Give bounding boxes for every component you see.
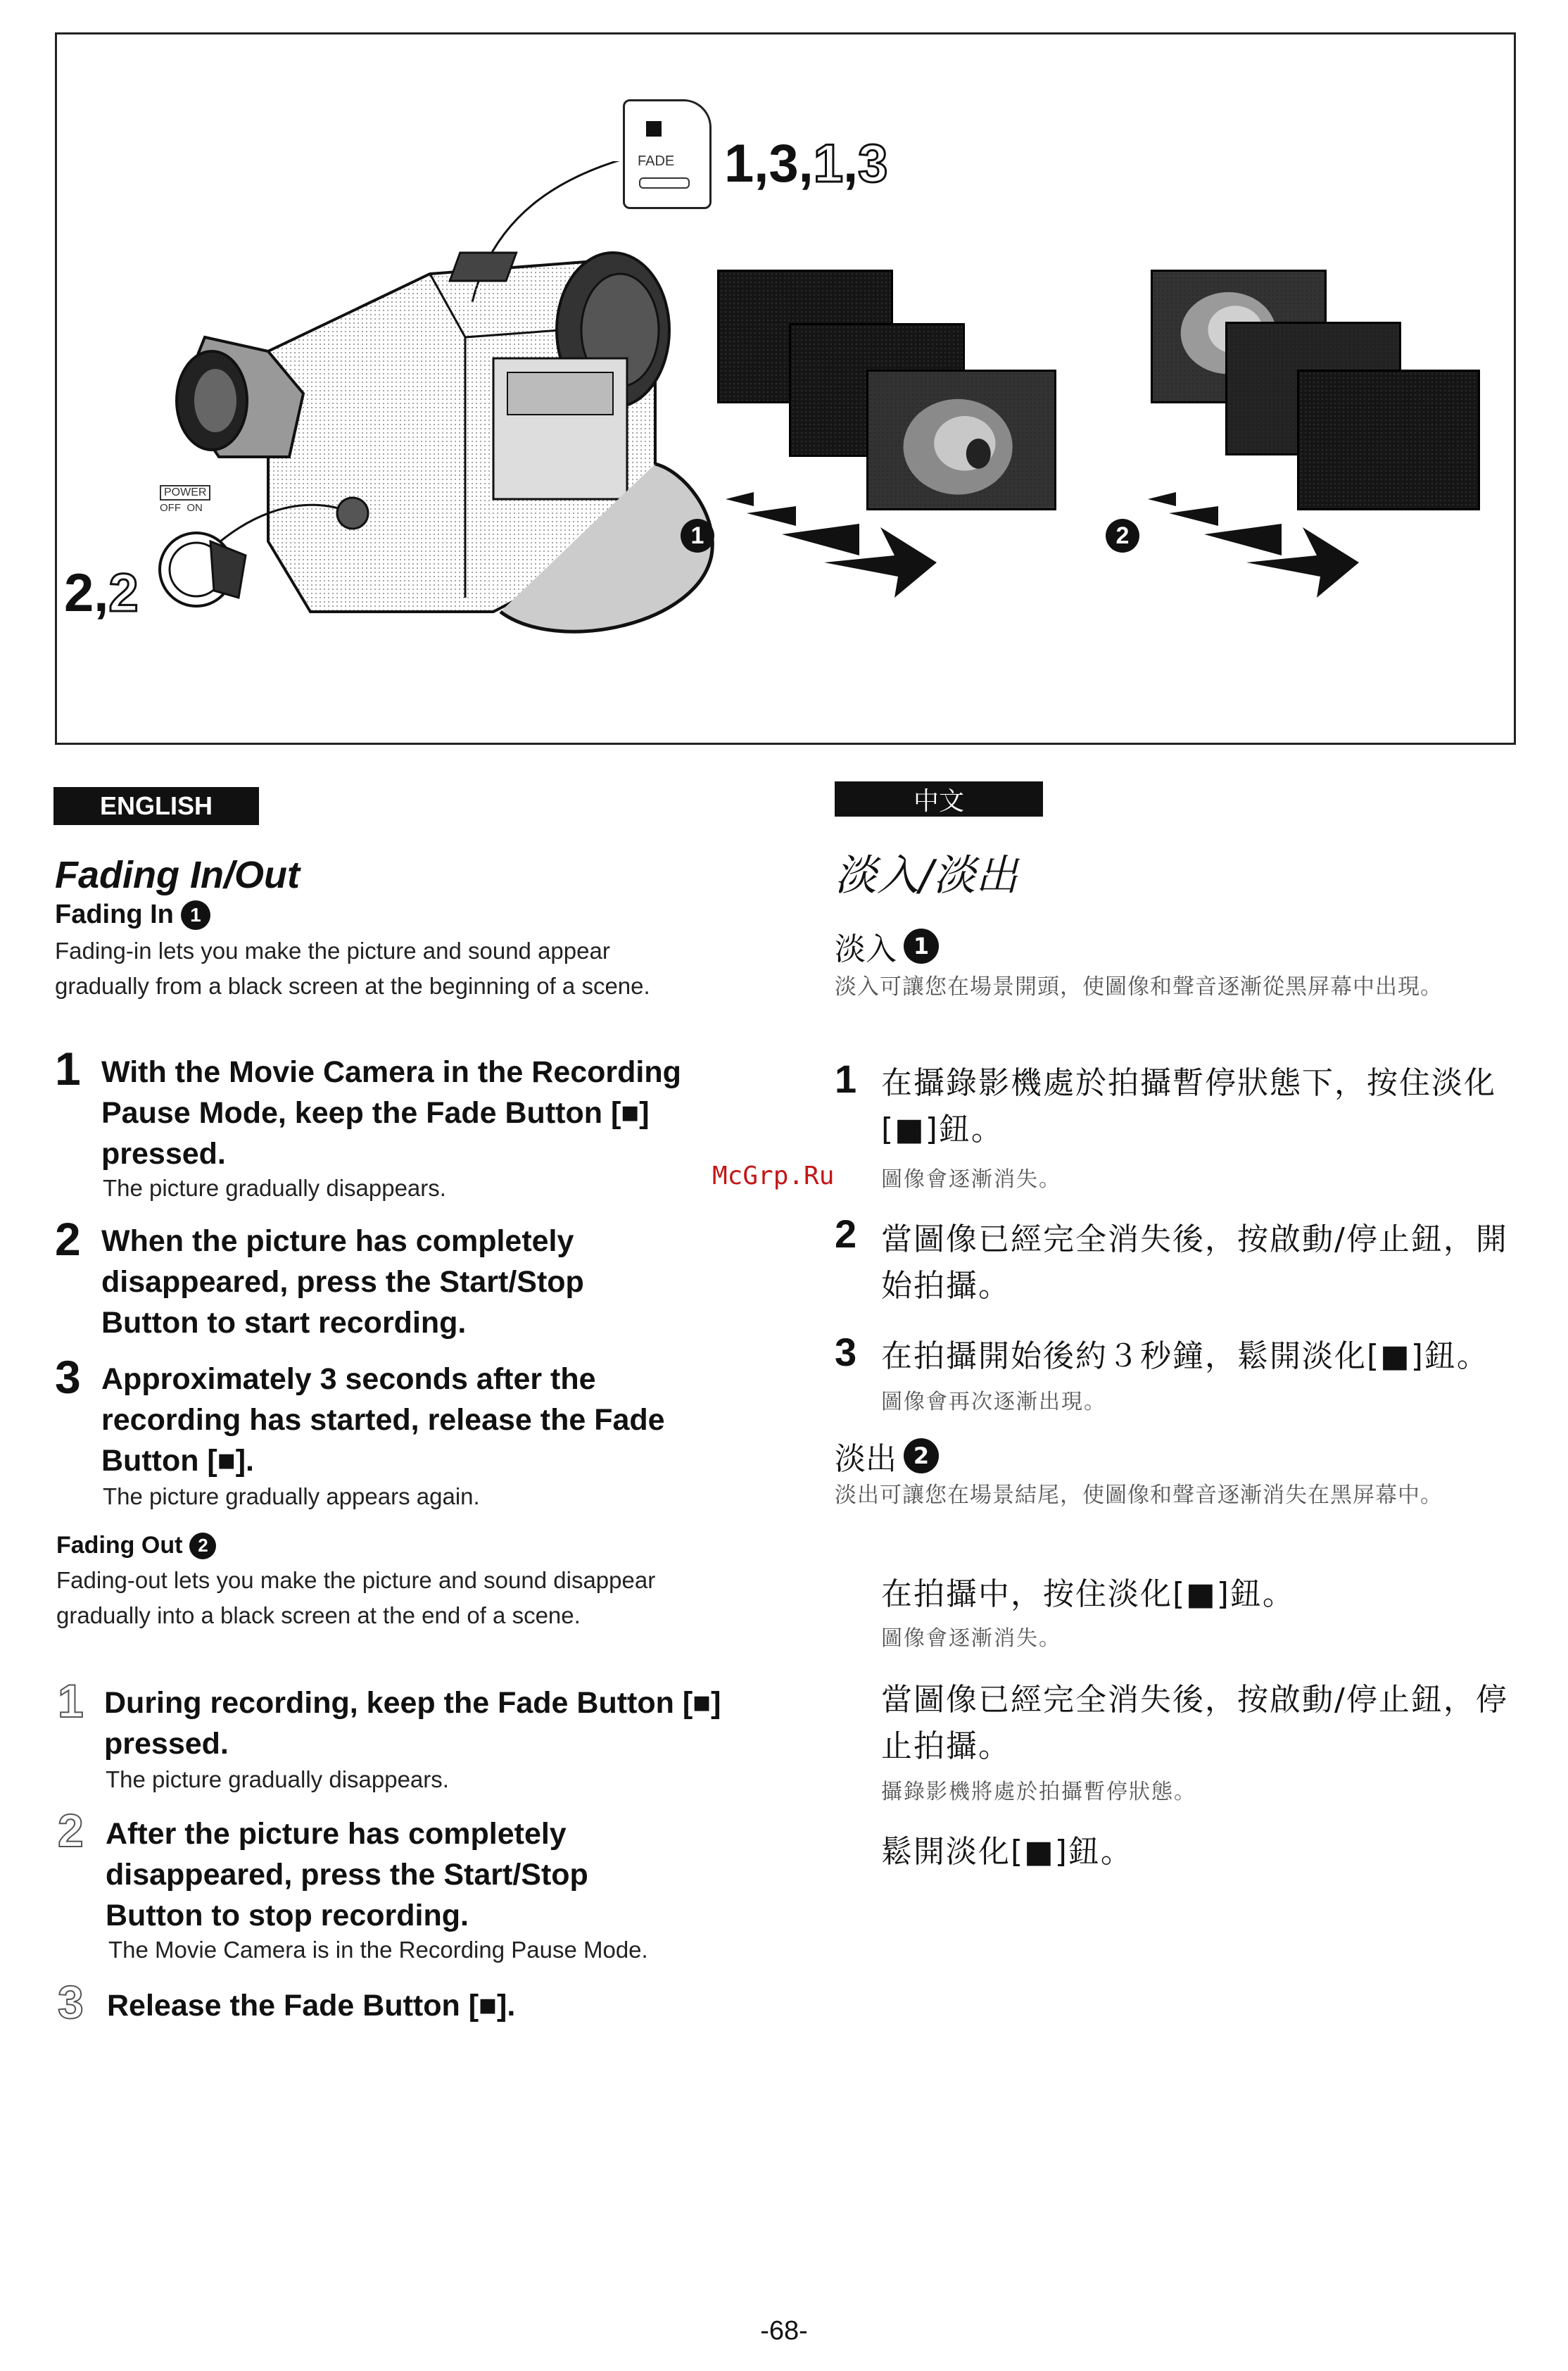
step-number: 2: [58, 1804, 84, 1856]
step-note: The Movie Camera is in the Recording Pause Mode.: [108, 1937, 648, 1963]
step-instruction: When the picture has completely disappeared, press the Start/Stop Button to start recording.: [101, 1224, 584, 1340]
step-instruction-zh: 在拍攝中，按住淡化[■]鈕。: [881, 1576, 1295, 1612]
step-instruction: After the picture has completely disappeared, press the Start/Stop Button to stop recording.: [106, 1817, 588, 1932]
fade-button-label: FADE: [638, 153, 675, 169]
power-dial-icon: [147, 520, 253, 612]
step-note-zh: 攝錄影機將處於拍攝暫停狀態。: [881, 1780, 1196, 1804]
step-instruction-zh: 當圖像已經完全消失後，按啟動/停止鈕，開始拍攝。: [881, 1221, 1508, 1304]
illustration-frame: [55, 32, 1516, 745]
watermark: McGrp.Ru: [712, 1162, 835, 1190]
step-instruction: Release the Fade Button [■].: [107, 1989, 516, 2023]
step-note-zh: 圖像會逐漸消失。: [881, 1167, 1061, 1192]
step-instruction: Approximately 3 seconds after the recording has started, release the Fade Button [■].: [101, 1362, 665, 1478]
step-instruction: With the Movie Camera in the Recording Pause Mode, keep the Fade Button [■] pressed.: [101, 1055, 681, 1171]
step-note: The picture gradually disappears.: [106, 1766, 449, 1792]
marker-2-badge: 2: [1106, 519, 1139, 553]
step-instruction-zh: 在拍攝開始後約３秒鐘，鬆開淡化[■]鈕。: [881, 1338, 1489, 1374]
step-number: 1: [58, 1675, 84, 1727]
fading-in-heading: [55, 900, 210, 930]
fading-in-heading-text: Fading In: [55, 900, 174, 929]
fading-out-heading: [56, 1532, 216, 1559]
step-number: 2: [835, 1212, 857, 1256]
marker-1-badge: 1: [181, 900, 210, 930]
page-number: -68-: [760, 2316, 808, 2346]
step-number: 3: [58, 1976, 84, 2028]
step-note: The picture gradually appears again.: [103, 1483, 480, 1509]
marker-2-badge: 2: [189, 1533, 216, 1559]
step-number: 3: [835, 1330, 857, 1374]
callout-outline-num: 2: [108, 563, 139, 623]
fade-out-heading-zh: [835, 1433, 939, 1478]
chinese-title: 淡入/淡出: [835, 851, 1018, 900]
callout-text: ,: [843, 134, 859, 194]
step-note-zh: 圖像會再次逐漸出現。: [881, 1390, 1106, 1414]
fade-in-heading-zh: [835, 924, 939, 969]
callout-text: 2,: [64, 563, 109, 623]
step-instruction: During recording, keep the Fade Button [■] pressed.: [104, 1686, 721, 1761]
step-note-zh: 圖像會逐漸消失。: [881, 1626, 1061, 1651]
english-title: Fading In/Out: [55, 854, 300, 896]
fade-in-heading-zh-text: 淡入: [835, 931, 897, 967]
fade-in-intro-zh: 淡入可讓您在場景開頭，使圖像和聲音逐漸從黑屏幕中出現。: [835, 974, 1443, 1000]
step-instruction-zh: 在攝錄影機處於拍攝暫停狀態下，按住淡化[■]鈕。: [881, 1065, 1496, 1147]
arrow-fade-in-icon: [719, 485, 944, 605]
arrow-fade-out-icon: [1141, 485, 1366, 605]
callout-steps-fade: [724, 133, 887, 194]
step-number: 1: [835, 1057, 857, 1101]
callout-outline-num: 1: [813, 134, 844, 194]
step-instruction-zh: 鬆開淡化[■]鈕。: [881, 1834, 1133, 1870]
step-number: 2: [55, 1213, 81, 1265]
fade-out-heading-zh-text: 淡出: [835, 1441, 897, 1477]
marker-2-badge: 2: [904, 1438, 939, 1473]
fade-out-intro-zh: 淡出可讓您在場景結尾，使圖像和聲音逐漸消失在黑屏幕中。: [835, 1483, 1443, 1508]
english-tag: ENGLISH: [53, 787, 259, 825]
stop-square-icon: [646, 121, 662, 137]
fading-out-heading-text: Fading Out: [56, 1532, 183, 1559]
chinese-tag: 中文: [835, 781, 1043, 817]
marker-1-badge: 1: [904, 929, 939, 964]
fading-out-intro: Fading-out lets you make the picture and sound disappear gradually into a black screen at the end of a scene.: [56, 1567, 656, 1628]
power-positions: OFF ON: [160, 502, 203, 514]
marker-1-badge: 1: [681, 519, 714, 553]
callout-outline-num: 3: [858, 134, 888, 194]
callout-steps-power: [64, 562, 139, 624]
step-number: 3: [55, 1351, 81, 1403]
fading-in-intro: Fading-in lets you make the picture and sound appear gradually from a black screen at the beginning of a scene.: [55, 938, 650, 999]
power-label: POWER: [160, 485, 210, 501]
step-instruction-zh: 當圖像已經完全消失後，按啟動/停止鈕，停止拍攝。: [881, 1682, 1508, 1764]
step-number: 1: [55, 1043, 81, 1095]
step-note: The picture gradually disappears.: [103, 1175, 446, 1201]
callout-text: 1,3,: [724, 134, 814, 194]
